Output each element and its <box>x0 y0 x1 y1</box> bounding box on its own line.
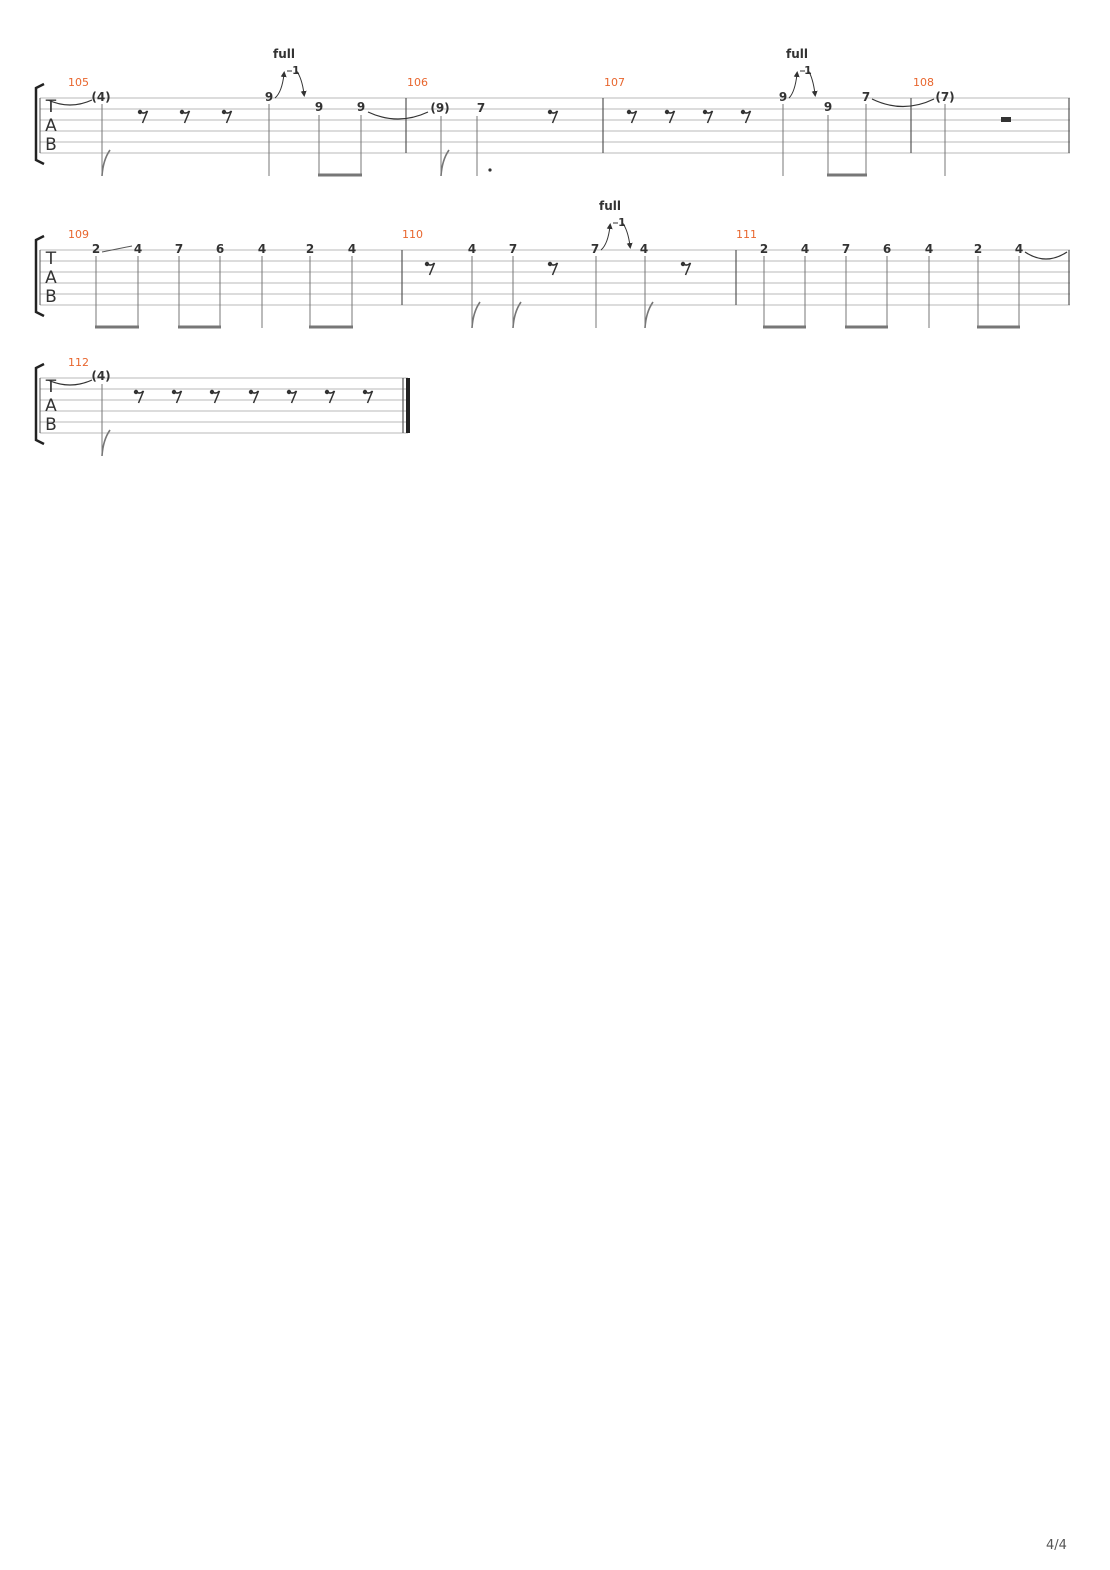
fret-number: 2 <box>91 242 101 256</box>
eighth-rest <box>703 110 713 123</box>
bend-amount: 1 <box>618 216 626 229</box>
system-3 <box>36 356 410 456</box>
fret-number: (7) <box>935 90 955 104</box>
bend-arrow <box>275 74 284 98</box>
measure-number-107: 107 <box>604 76 625 89</box>
fret-number: 4 <box>467 242 477 256</box>
eighth-rest <box>363 390 373 403</box>
measure-number-108: 108 <box>913 76 934 89</box>
note-flag <box>102 150 110 176</box>
fret-number: 9 <box>356 100 366 114</box>
note-stems <box>764 256 1019 328</box>
page-number: 4/4 <box>1046 1538 1067 1553</box>
bend-full-label: full <box>786 47 808 61</box>
fret-number: 4 <box>639 242 649 256</box>
clef-b: B <box>45 135 57 155</box>
eighth-rest <box>548 262 558 275</box>
fret-number: (4) <box>91 369 111 383</box>
bend-full-label: full <box>273 47 295 61</box>
note-stems <box>96 256 352 328</box>
fret-number: (4) <box>91 90 111 104</box>
fret-number: 6 <box>882 242 892 256</box>
barlines <box>406 98 1069 153</box>
fret-number: 2 <box>973 242 983 256</box>
measure-number-112: 112 <box>68 356 89 369</box>
clef-b: B <box>45 415 57 435</box>
fret-number: 7 <box>590 242 600 256</box>
final-barline <box>403 378 410 433</box>
measure-number-111: 111 <box>736 228 757 241</box>
bend-arrow <box>601 226 610 250</box>
clef-b: B <box>45 287 57 307</box>
tie-arc <box>368 112 428 119</box>
fret-number: 7 <box>841 242 851 256</box>
tie-arc <box>1025 252 1067 259</box>
fret-number: 7 <box>174 242 184 256</box>
measure-number-106: 106 <box>407 76 428 89</box>
fret-number: 7 <box>508 242 518 256</box>
fret-number: 2 <box>759 242 769 256</box>
eighth-rest <box>681 262 691 275</box>
staff-lines <box>40 250 1070 305</box>
fret-number: 4 <box>924 242 934 256</box>
fret-number: 7 <box>861 90 871 104</box>
note-flag <box>441 150 449 176</box>
fret-number: 6 <box>215 242 225 256</box>
fret-number: 9 <box>264 90 274 104</box>
staff-lines <box>40 378 408 433</box>
fret-number: 9 <box>778 90 788 104</box>
note-flag <box>513 302 521 328</box>
note-flag <box>472 302 480 328</box>
fret-number: 4 <box>133 242 143 256</box>
eighth-rest <box>134 390 144 403</box>
eighth-rest <box>222 110 232 123</box>
clef-a: A <box>45 116 57 136</box>
fret-number: 4 <box>800 242 810 256</box>
system-1 <box>36 47 1070 176</box>
measure-number-105: 105 <box>68 76 89 89</box>
measure-number-110: 110 <box>402 228 423 241</box>
eighth-rest <box>249 390 259 403</box>
note-flag <box>102 430 110 456</box>
system-2 <box>36 199 1070 328</box>
eighth-rest <box>627 110 637 123</box>
eighth-rest <box>325 390 335 403</box>
clef-t: T <box>45 249 57 269</box>
eighth-rest <box>425 262 435 275</box>
clef-t: T <box>45 97 57 117</box>
fret-number: (9) <box>430 101 450 115</box>
fret-number: 2 <box>305 242 315 256</box>
slide <box>102 246 132 252</box>
dot <box>488 168 491 171</box>
barlines <box>402 250 1069 305</box>
fret-number: 4 <box>257 242 267 256</box>
eighth-rest <box>180 110 190 123</box>
bend-full-label: full <box>599 199 621 213</box>
clef-a: A <box>45 396 57 416</box>
bend-amount: 1 <box>804 64 812 77</box>
clef-a: A <box>45 268 57 288</box>
note-flag <box>645 302 653 328</box>
fret-number: 9 <box>314 100 324 114</box>
bend-amount: 1 <box>292 64 300 77</box>
eighth-rest <box>138 110 148 123</box>
tie-arc <box>872 99 934 107</box>
clef-t: T <box>45 377 57 397</box>
eighth-rest <box>210 390 220 403</box>
eighth-rest <box>287 390 297 403</box>
fret-number: 9 <box>823 100 833 114</box>
bend-arrow <box>789 74 797 98</box>
staff-lines <box>40 98 1070 153</box>
fret-number: 7 <box>476 101 486 115</box>
fret-number: 4 <box>347 242 357 256</box>
measure-number-109: 109 <box>68 228 89 241</box>
eighth-rest <box>548 110 558 123</box>
half-rest <box>1001 117 1011 122</box>
fret-number: 4 <box>1014 242 1024 256</box>
eighth-rest <box>665 110 675 123</box>
eighth-rest <box>172 390 182 403</box>
eighth-rest <box>741 110 751 123</box>
